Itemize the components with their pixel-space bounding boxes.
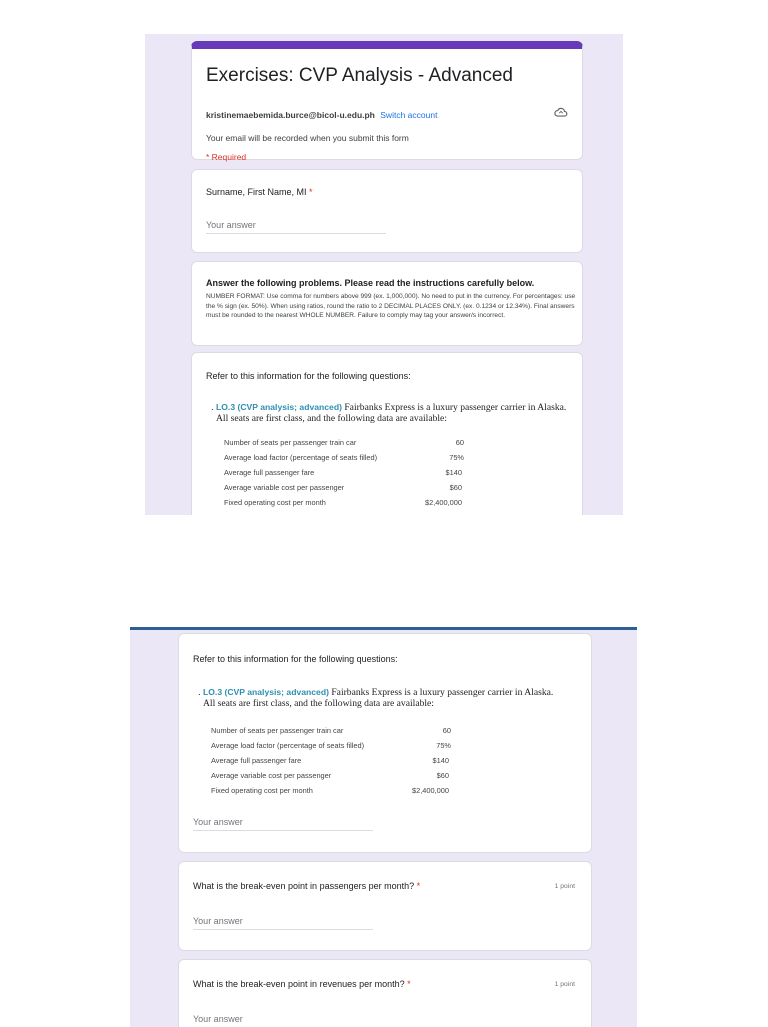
row-label: Average variable cost per passenger bbox=[224, 483, 345, 492]
learning-objective-tag: LO.3 (CVP analysis; advanced) bbox=[216, 402, 342, 412]
question-text: What is the break-even point in passengers per month? bbox=[193, 881, 415, 891]
problem-text: Fairbanks Express is a luxury passenger carrier in Alaska. All seats are first class, and the following data are available: bbox=[203, 687, 554, 709]
question-text: Surname, First Name, MI bbox=[206, 187, 307, 197]
instructions-card bbox=[191, 261, 583, 346]
row-value: 60 bbox=[455, 438, 464, 447]
question-label bbox=[193, 881, 420, 891]
table-row bbox=[211, 786, 447, 801]
learning-objective-tag: LO.3 (CVP analysis; advanced) bbox=[203, 687, 329, 697]
row-label: Average load factor (percentage of seats filled) bbox=[211, 741, 365, 750]
required-note: * Required bbox=[206, 152, 247, 162]
table-row bbox=[224, 438, 464, 453]
data-table bbox=[211, 726, 451, 801]
reference-answer-input[interactable]: Your answer bbox=[193, 817, 373, 831]
question-card bbox=[178, 959, 592, 1027]
cloud-off-icon[interactable] bbox=[554, 106, 568, 118]
table-row bbox=[211, 771, 447, 786]
table-row bbox=[211, 741, 451, 756]
question-card bbox=[178, 861, 592, 951]
screenshot-top bbox=[145, 34, 623, 515]
account-line bbox=[206, 110, 437, 120]
reference-heading: Refer to this information for the following questions: bbox=[193, 654, 398, 664]
table-row bbox=[211, 756, 447, 771]
answer-input[interactable]: Your answer bbox=[193, 1014, 373, 1027]
name-question-card bbox=[191, 169, 583, 253]
row-value: $60 bbox=[436, 771, 449, 780]
row-label: Average full passenger fare bbox=[211, 756, 302, 765]
bullet: . bbox=[198, 687, 201, 698]
reference-heading: Refer to this information for the following questions: bbox=[206, 371, 411, 381]
reference-card bbox=[191, 352, 583, 515]
email-recorded-note: Your email will be recorded when you submit this form bbox=[206, 133, 409, 143]
question-text: What is the break-even point in revenues per month? bbox=[193, 979, 405, 989]
form-header-card bbox=[191, 41, 583, 160]
row-value: 75% bbox=[449, 453, 464, 462]
problem-text: Fairbanks Express is a luxury passenger carrier in Alaska. All seats are first class, and the following data are available: bbox=[216, 402, 567, 424]
account-email: kristinemaebemida.burce@bicol-u.edu.ph bbox=[206, 110, 375, 120]
answer-input[interactable]: Your answer bbox=[193, 916, 373, 930]
points-label: 1 point bbox=[554, 883, 575, 890]
row-label: Number of seats per passenger train car bbox=[224, 438, 357, 447]
row-value: 60 bbox=[442, 726, 451, 735]
instructions-body: NUMBER FORMAT: Use comma for numbers above 999 (ex. 1,000,000). No need to put in the currency. For percentages: use the % sign (ex. 50%). When using ratios, round the ratio to 2 DECIMAL PLACES ONLY. (ex. 0.1234 or 12.34%). Final answers must be rounded to the nearest WHOLE NUMBER. Failure to comply may tag your answer/s incorrect. bbox=[206, 293, 576, 320]
row-value: $140 bbox=[445, 468, 462, 477]
data-table bbox=[224, 438, 464, 513]
problem-statement bbox=[211, 402, 576, 424]
row-value: $2,400,000 bbox=[425, 498, 462, 507]
problem-statement bbox=[198, 687, 563, 709]
name-answer-input[interactable]: Your answer bbox=[206, 220, 386, 234]
question-label bbox=[206, 187, 313, 197]
table-row bbox=[211, 726, 451, 741]
row-label: Average variable cost per passenger bbox=[211, 771, 332, 780]
row-label: Average full passenger fare bbox=[224, 468, 315, 477]
row-value: $2,400,000 bbox=[412, 786, 449, 795]
screenshot-bottom bbox=[130, 627, 637, 1027]
question-label bbox=[193, 979, 411, 989]
table-row bbox=[224, 498, 460, 513]
row-value: $140 bbox=[432, 756, 449, 765]
instructions-heading: Answer the following problems. Please read the instructions carefully below. bbox=[206, 278, 535, 288]
table-row bbox=[224, 453, 464, 468]
row-value: 75% bbox=[436, 741, 451, 750]
table-row bbox=[224, 468, 460, 483]
form-title: Exercises: CVP Analysis - Advanced bbox=[206, 65, 513, 86]
reference-card bbox=[178, 633, 592, 853]
row-label: Number of seats per passenger train car bbox=[211, 726, 344, 735]
bullet: . bbox=[211, 402, 214, 413]
row-label: Average load factor (percentage of seats filled) bbox=[224, 453, 378, 462]
required-asterisk: * bbox=[407, 979, 411, 989]
points-label: 1 point bbox=[554, 981, 575, 988]
row-label: Fixed operating cost per month bbox=[211, 786, 313, 795]
required-asterisk: * bbox=[416, 881, 421, 891]
table-row bbox=[224, 483, 460, 498]
switch-account-link[interactable]: Switch account bbox=[380, 110, 438, 120]
required-asterisk: * bbox=[309, 187, 313, 197]
row-label: Fixed operating cost per month bbox=[224, 498, 326, 507]
row-value: $60 bbox=[449, 483, 462, 492]
